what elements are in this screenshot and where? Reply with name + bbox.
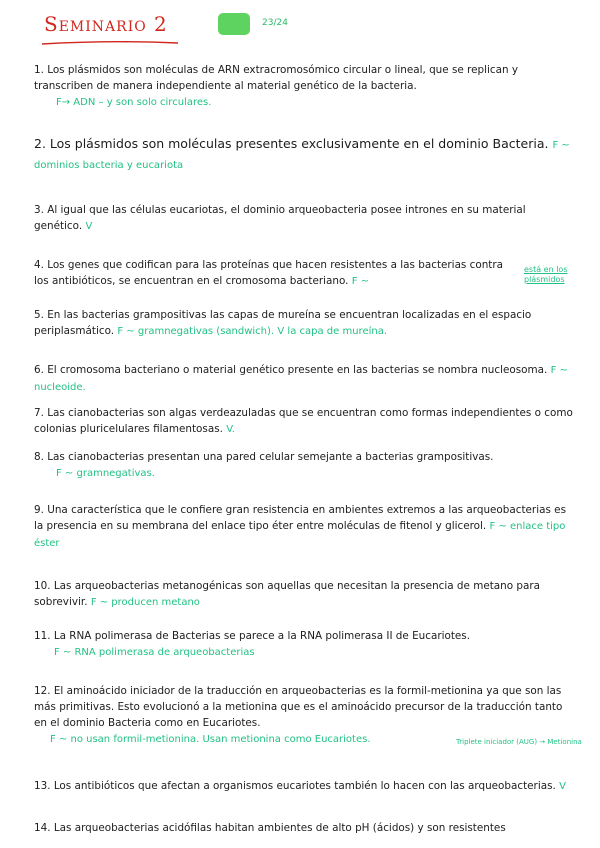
answer: F ~ nucleoide. xyxy=(34,365,568,393)
question-13 xyxy=(34,778,574,795)
question-1 xyxy=(34,62,574,111)
question-text: 13. Los antibióticos que afectan a organismos eucariotes también lo hacen con las arqueobacterias. xyxy=(34,780,556,792)
question-3 xyxy=(34,202,574,235)
side-note: está en los plásmidos xyxy=(524,265,568,284)
question-text: 11. La RNA polimerasa de Bacterias se parece a la RNA polimerasa II de Eucariotes. xyxy=(34,630,471,642)
answer: F ~ gramnegativas (sandwich). xyxy=(117,326,275,338)
answer: F ~ gramnegativas. xyxy=(56,468,155,480)
highlight-tag xyxy=(218,13,250,35)
answer: F ~ dominios bacteria y eucariota xyxy=(34,140,570,171)
course-year: 23/24 xyxy=(262,18,288,28)
question-9 xyxy=(34,502,574,551)
answer: F ~ xyxy=(351,276,370,288)
question-text: 3. Al igual que las células eucariotas, el dominio arqueobacteria posee intrones en su material genético. xyxy=(34,204,526,233)
answer: V xyxy=(559,781,566,792)
question-text: 12. El aminoácido iniciador de la traducción en arqueobacterias es la formil-metionina ya que son las más primitivas. Esto evolucionó a la metionina que es el aminoácido precursor de la traducción tanto en el dominio Bacteria como en Eucariotes. xyxy=(34,685,563,730)
answer: V xyxy=(85,221,93,233)
question-10 xyxy=(34,578,574,611)
question-text: 9. Una característica que le confiere gran resistencia en ambientes extremos a las arqueobacterias es la presencia en su membrana del enlace tipo éter entre moléculas de fitenol y glicerol. xyxy=(34,504,566,533)
question-text: 6. El cromosoma bacteriano o material genético presente en las bacterias se nombra nucleosoma. xyxy=(34,364,548,376)
question-8 xyxy=(34,449,574,482)
answer: F ~ RNA polimerasa de arqueobacterias xyxy=(54,647,255,659)
title-underline xyxy=(40,40,180,46)
question-2 xyxy=(34,134,574,173)
answer-extra: V la capa de mureína. xyxy=(277,326,388,338)
question-11 xyxy=(34,628,574,661)
question-5 xyxy=(34,307,574,340)
answer: V. xyxy=(226,424,235,436)
answer: F ~ producen metano xyxy=(90,597,200,609)
question-6 xyxy=(34,362,574,395)
answer: F ~ enlace tipo éster xyxy=(34,521,566,549)
question-text: 2. Los plásmidos son moléculas presentes exclusivamente en el dominio Bacteria. xyxy=(34,136,549,151)
answer: F→ ADN – y son solo circulares. xyxy=(56,97,212,109)
question-text: 4. Los genes que codifican para las proteínas que hacen resistentes a las bacterias contra los antibióticos, se encuentran en el cromosoma bacteriano. xyxy=(34,259,504,288)
question-text: 1. Los plásmidos son moléculas de ARN extracromosómico circular o lineal, que se replican y transcriben de manera independiente al material genético de la bacteria. xyxy=(34,64,518,93)
answer: F ~ no usan formil-metionina. Usan metionina como Eucariotes. xyxy=(50,734,371,746)
question-4 xyxy=(34,257,512,290)
question-text: 10. Las arqueobacterias metanogénicas son aquellas que necesitan la presencia de metano para sobrevivir. xyxy=(34,580,541,609)
question-14 xyxy=(34,820,574,836)
question-text: 8. Las cianobacterias presentan una pared celular semejante a bacterias grampositivas. xyxy=(34,451,494,463)
question-text: 14. Las arqueobacterias acidófilas habitan ambientes de alto pH (ácidos) y son resistentes xyxy=(34,822,506,834)
question-7 xyxy=(34,405,574,438)
question-text: 5. En las bacterias grampositivas las capas de mureína se encuentran localizadas en el espacio periplasmático. xyxy=(34,309,532,338)
side-note: Triplete iniciador (AUG) → Metionina xyxy=(456,738,582,746)
question-text: 7. Las cianobacterias son algas verdeazuladas que se encuentran como formas independientes o como colonias pluricelulares filamentosas. xyxy=(34,407,573,436)
page-title: Seminario 2 xyxy=(44,12,168,36)
